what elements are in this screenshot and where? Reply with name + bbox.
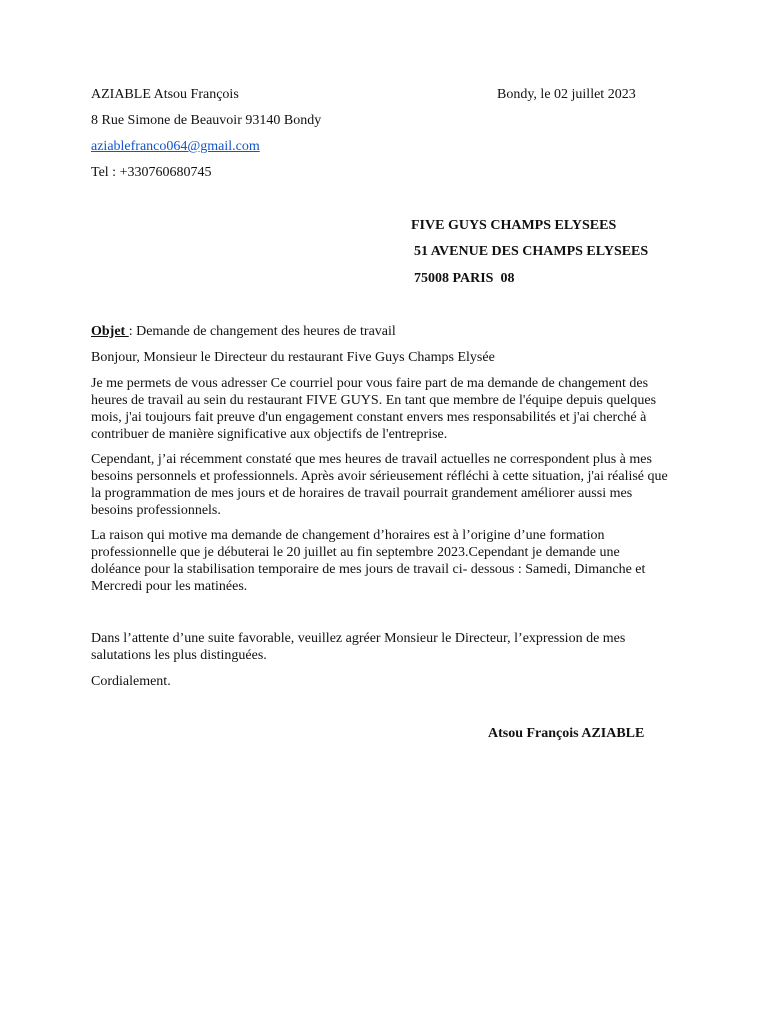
body-paragraph-1: Je me permets de vous adresser Ce courriel pour vous faire part de ma demande de changement des heures de travail au sein du restaurant FIVE GUYS. En tant que membre de l'équipe depuis quelques mois, j'ai toujours fait preuve d'un engagement constant envers mes responsabilités et j'ai cherché à contribuer de manière significative aux objectifs de l'entreprise. xyxy=(91,376,657,442)
subject-label: Objet xyxy=(91,324,129,339)
body-paragraph-4: Dans l’attente d’une suite favorable, veuillez agréer Monsieur le Directeur, l’expression de mes salutations les plus distinguées. xyxy=(91,631,626,663)
sender-phone: Tel : +330760680745 xyxy=(91,165,212,180)
sender-address: 8 Rue Simone de Beauvoir 93140 Bondy xyxy=(91,113,322,128)
recipient-city: 75008 PARIS 08 xyxy=(414,271,515,286)
signature: Atsou François AZIABLE xyxy=(488,726,645,741)
sender-name: AZIABLE Atsou François xyxy=(91,87,239,102)
body-paragraph-3: La raison qui motive ma demande de changement d’horaires est à l’origine d’une formation professionnelle que je débuterai le 20 juillet au fin septembre 2023.Cependant je demande une doléance pour la stabilisation temporaire de mes jours de travail ci- dessous : Samedi, Dimanche et Mercredi pour les matinées. xyxy=(91,528,646,594)
sender-email-link[interactable]: aziablefranco064@gmail.com xyxy=(91,139,260,154)
recipient-street: 51 AVENUE DES CHAMPS ELYSEES xyxy=(414,244,649,259)
closing: Cordialement. xyxy=(91,674,171,689)
greeting: Bonjour, Monsieur le Directeur du restaurant Five Guys Champs Elysée xyxy=(91,350,495,365)
recipient-name: FIVE GUYS CHAMPS ELYSEES xyxy=(411,218,617,233)
subject-line xyxy=(91,323,396,340)
place-date: Bondy, le 02 juillet 2023 xyxy=(497,87,636,102)
body-paragraph-2: Cependant, j’ai récemment constaté que mes heures de travail actuelles ne correspondent plus à mes besoins personnels et professionnels. Après avoir sérieusement réfléchi à cette situation, j'ai réalisé que la programmation de mes jours et de horaires de travail pourrait grandement améliorer aussi mes besoins professionnels. xyxy=(91,452,668,518)
subject-text: : Demande de changement des heures de travail xyxy=(128,324,396,339)
